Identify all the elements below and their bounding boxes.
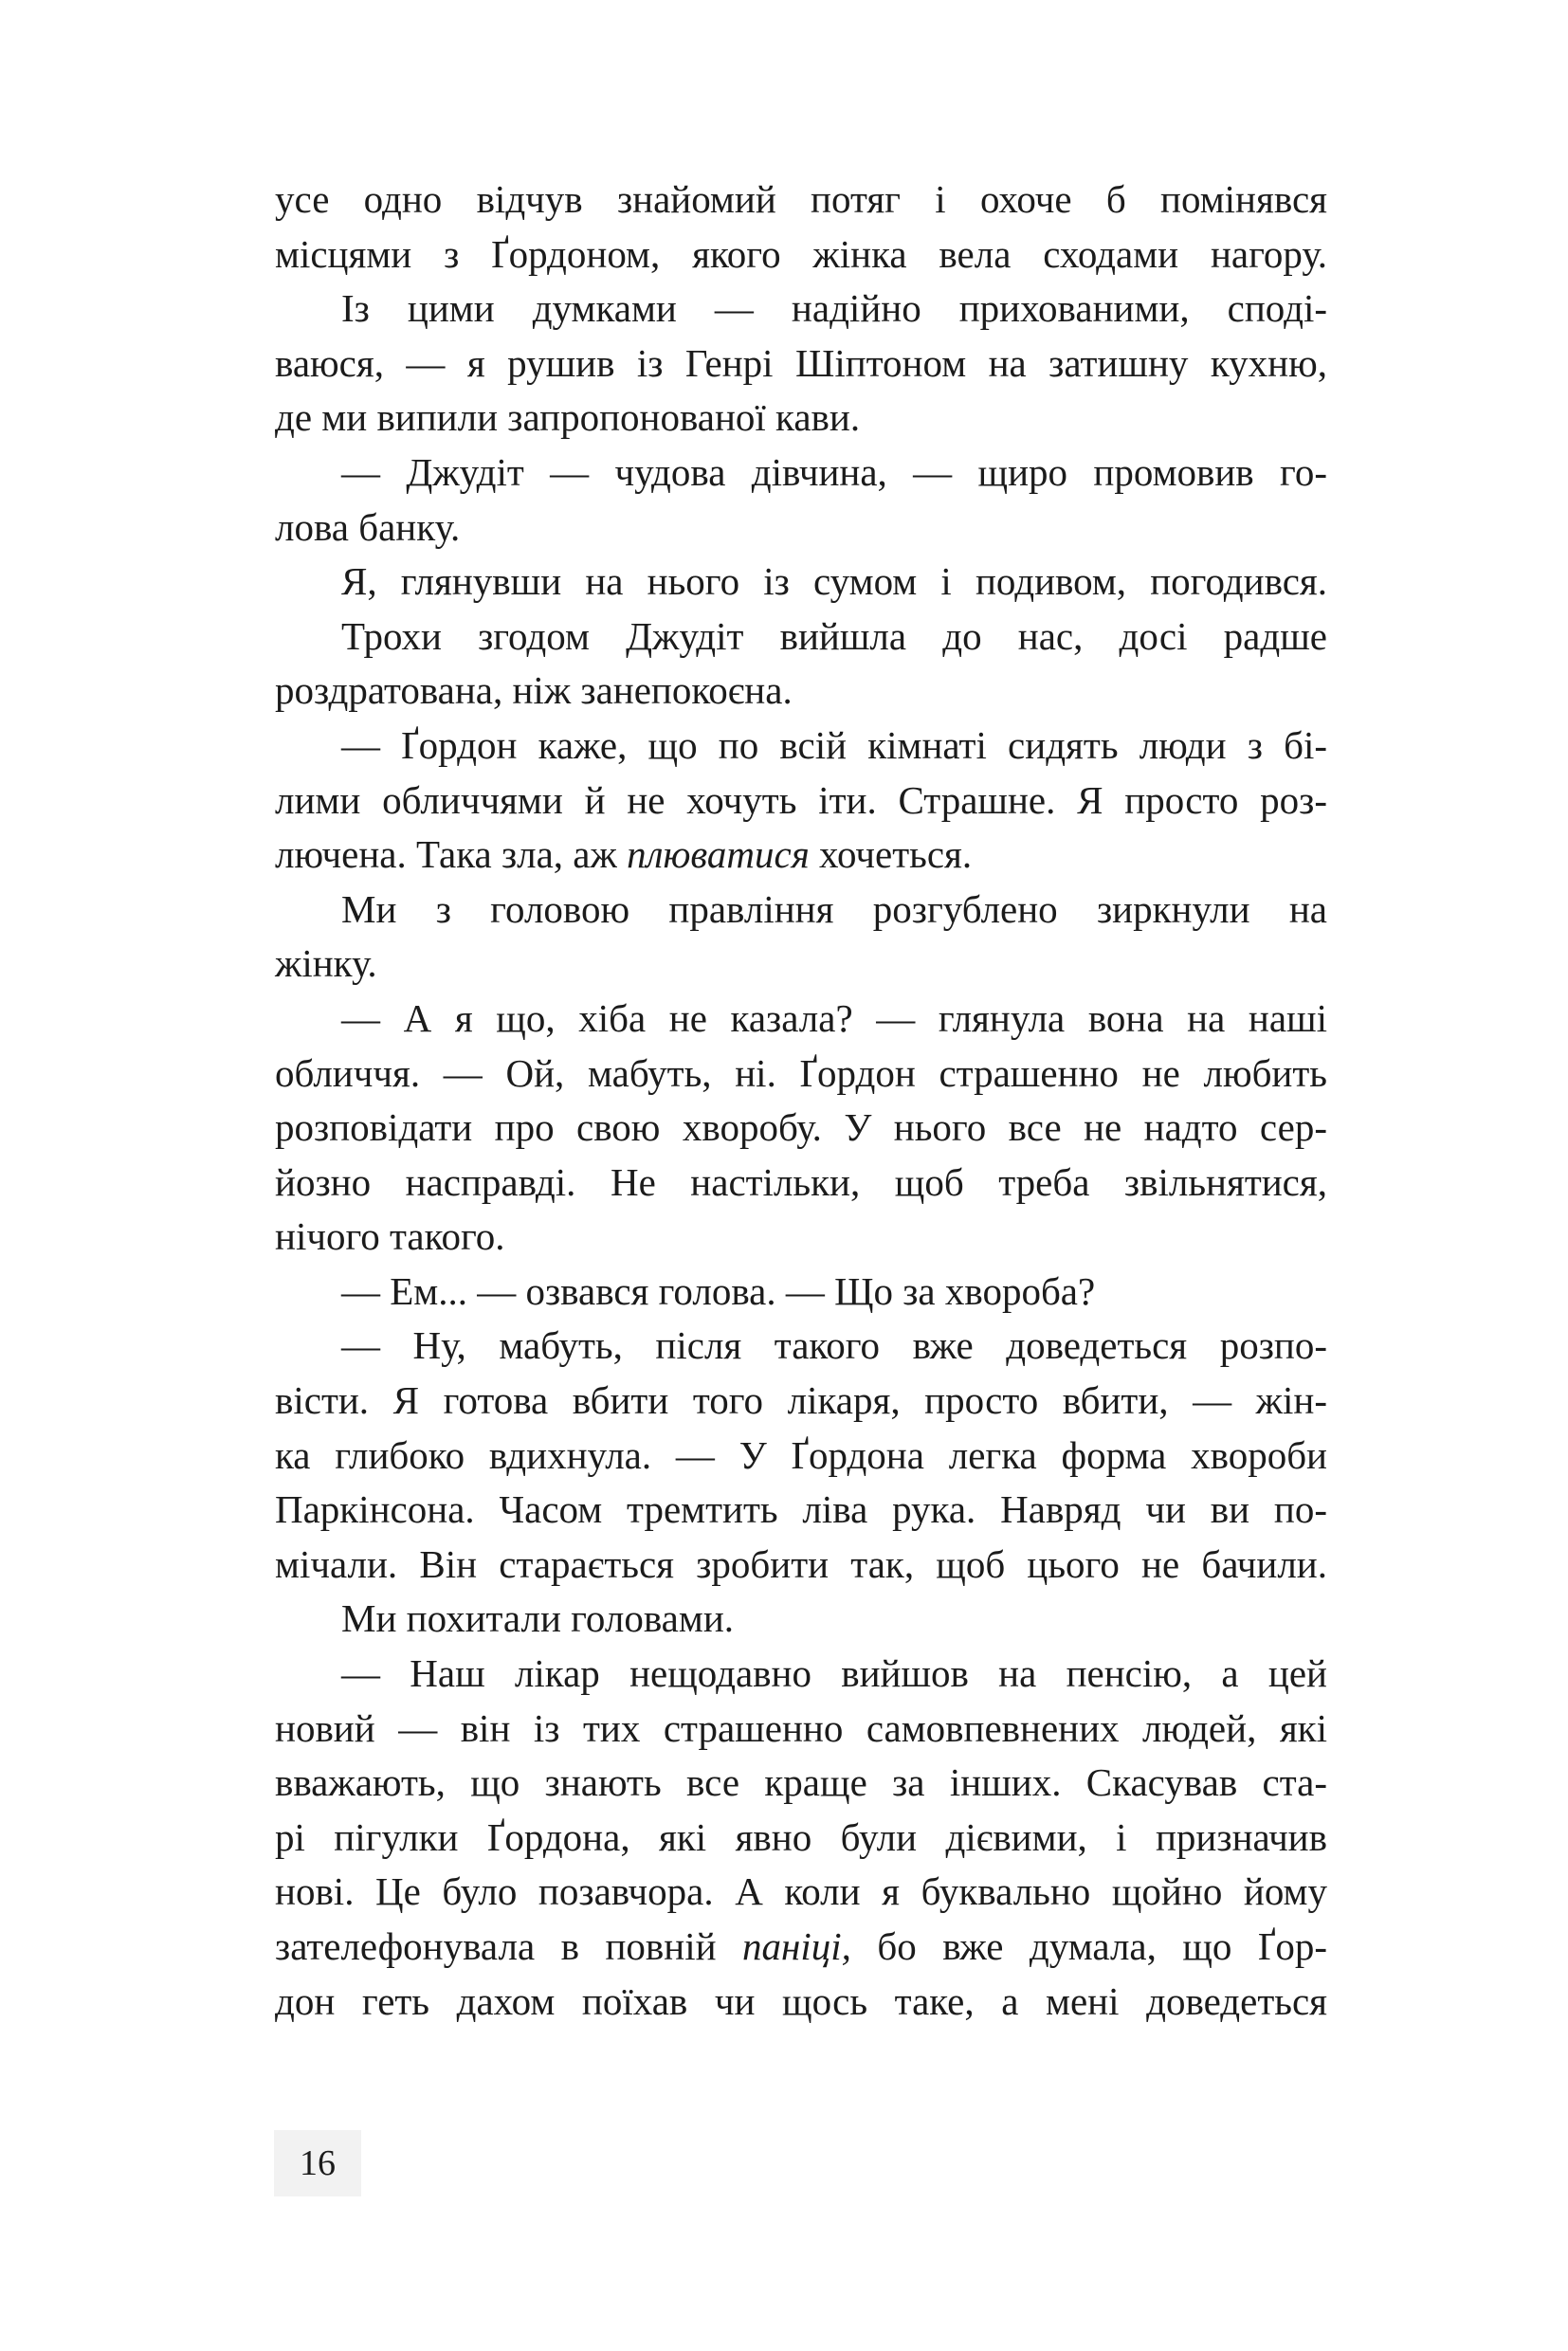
- paragraph: [275, 446, 1327, 555]
- paragraph: [275, 1592, 1327, 1647]
- plain-text: лючена. Така зла, аж: [275, 832, 628, 877]
- page-number-box: [274, 2130, 361, 2196]
- paragraph: [275, 282, 1327, 446]
- paragraph: [275, 719, 1327, 883]
- text-line: — Ґордон каже, що по всій кімнаті сидять люди з бі-: [341, 722, 1327, 767]
- text-line: — А я що, хіба не казала? — глянула вона на наші: [341, 995, 1327, 1040]
- text-line: — Джудіт — чудова дівчина, — щиро промовив го-: [341, 449, 1327, 494]
- text-line: усе одно відчув знайомий потяг і охоче б помінявся: [275, 177, 1327, 221]
- paragraph: [275, 992, 1327, 1265]
- paragraph: [275, 173, 1327, 282]
- paragraph: [275, 883, 1327, 992]
- text-line: лова банку.: [275, 504, 461, 549]
- text-line: новий — він із тих страшенно самовпевнених людей, які: [275, 1705, 1327, 1750]
- text-line: де ми випили запропонованої кави.: [275, 395, 861, 440]
- text-line: мічали. Він старається зробити так, щоб цього не бачили.: [275, 1541, 1327, 1586]
- italic-text: паніці,: [742, 1924, 851, 1968]
- text-line: вісти. Я готова вбити того лікаря, просто вбити, — жін-: [275, 1378, 1327, 1423]
- plain-text: хочеться.: [809, 832, 973, 877]
- text-line: вважають, що знають все краще за інших. Скасував ста-: [275, 1760, 1327, 1805]
- text-line: [275, 1920, 1327, 1975]
- text-line: Із цими думками — надійно прихованими, споді-: [341, 286, 1327, 331]
- paragraph: [275, 1265, 1327, 1320]
- text-line: — Ну, мабуть, після такого вже доведеться розпо-: [341, 1323, 1327, 1368]
- text-line: обличчя. — Ой, мабуть, ні. Ґордон страшенно не любить: [275, 1050, 1327, 1095]
- text-line: — Наш лікар нещодавно вийшов на пенсію, а цей: [341, 1651, 1327, 1696]
- text-line: йозно насправді. Не настільки, щоб треба звільнятися,: [275, 1159, 1327, 1204]
- text-line: нічого такого.: [275, 1214, 505, 1259]
- paragraph: [275, 555, 1327, 610]
- text-line: місцями з Ґордоном, якого жінка вела сходами нагору.: [275, 231, 1327, 276]
- text-line: роздратована, ніж занепокоєна.: [275, 668, 793, 713]
- text-line: жінку.: [275, 941, 377, 986]
- text-line: нові. Це було позавчора. А коли я буквально щойно йому: [275, 1869, 1327, 1914]
- plain-text: зателефонувала в повній: [275, 1924, 743, 1968]
- paragraph: [275, 610, 1327, 719]
- page-number: 16: [300, 2143, 336, 2183]
- paragraph: [275, 1319, 1327, 1592]
- text-line: дон геть дахом поїхав чи щось таке, а мені доведеться: [275, 1978, 1327, 2023]
- text-line: Ми з головою правління розгублено зиркнули на: [341, 886, 1327, 931]
- text-line: — Ем... — озвався голова. — Що за хвороба?: [341, 1268, 1096, 1313]
- text-line: рі пігулки Ґордона, які явно були дієвими, і призначив: [275, 1814, 1327, 1859]
- text-line: Паркінсона. Часом тремтить ліва рука. Навряд чи ви по-: [275, 1487, 1327, 1532]
- plain-text: бо вже думала, що Ґор-: [850, 1924, 1327, 1968]
- paragraph: [275, 1647, 1327, 2029]
- text-line: Ми похитали головами.: [341, 1596, 735, 1641]
- text-line: ка глибоко вдихнула. — У Ґордона легка форма хвороби: [275, 1432, 1327, 1477]
- text-line: розповідати про свою хворобу. У нього все не надто сер-: [275, 1105, 1327, 1150]
- text-line: ваюся, — я рушив із Генрі Шіптоном на затишну кухню,: [275, 340, 1327, 385]
- text-line: лими обличчями й не хочуть іти. Страшне. Я просто роз-: [275, 777, 1327, 822]
- text-line: Я, глянувши на нього із сумом і подивом, погодився.: [341, 559, 1327, 604]
- page-text: [275, 173, 1327, 2029]
- text-line: Трохи згодом Джудіт вийшла до нас, досі радше: [341, 613, 1327, 658]
- text-line: [275, 828, 1327, 883]
- italic-text: плюватися: [627, 832, 810, 877]
